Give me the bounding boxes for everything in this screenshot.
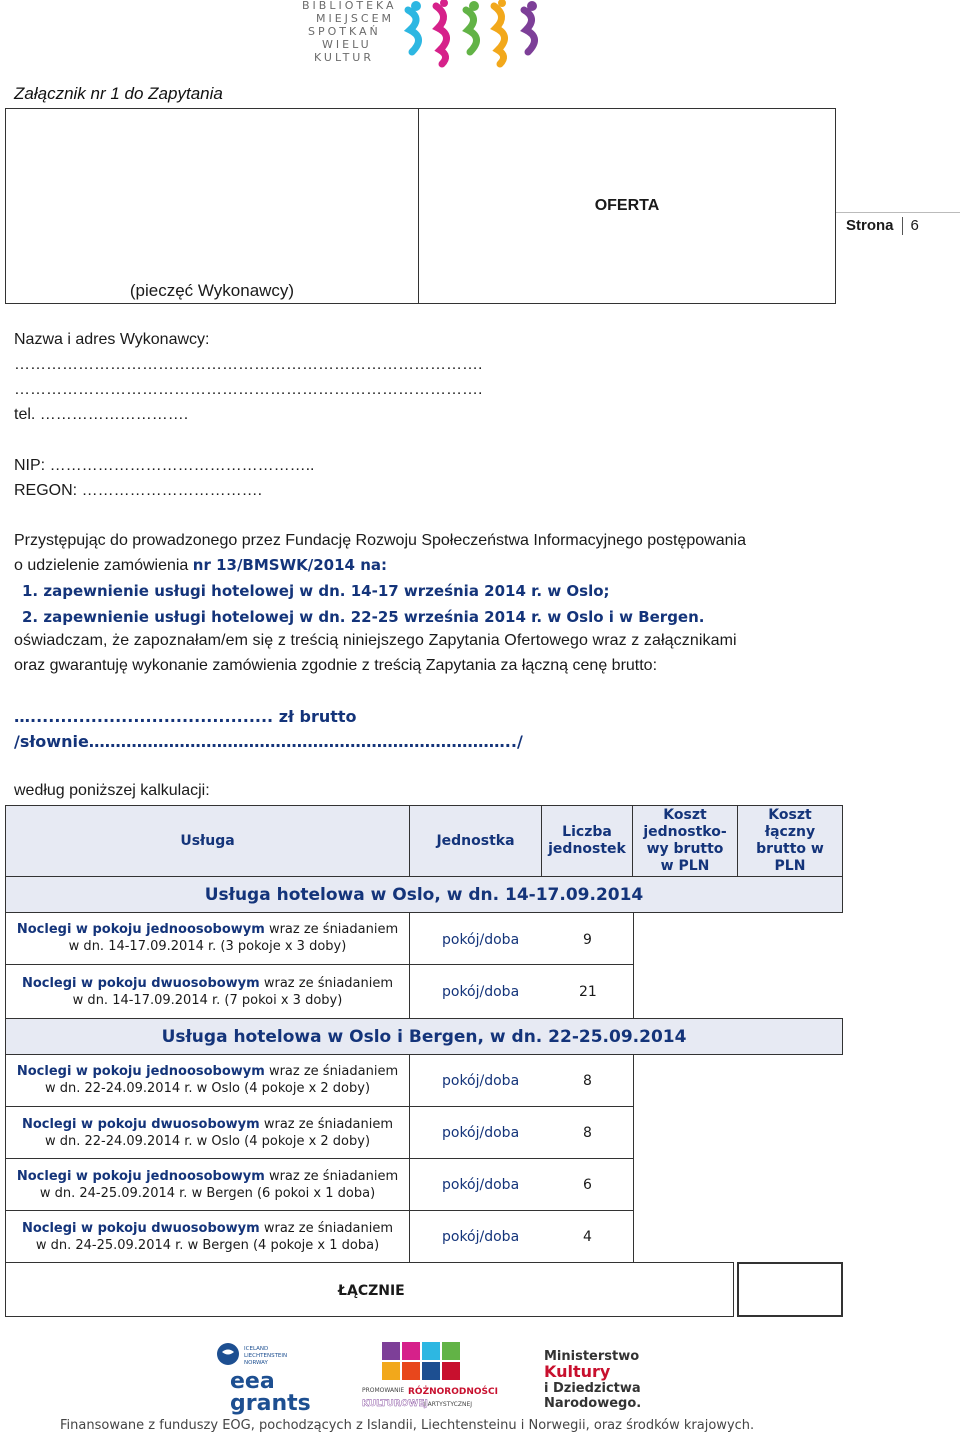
page-number [846,217,919,235]
svg-text:KULTUROWEJ: KULTUROWEJ [362,1399,428,1409]
row-unit: pokój/doba [442,932,520,948]
contractor-stamp-box [5,108,419,304]
row-qty: 4 [583,1229,592,1245]
price-words-line: /słownie……………………………………………………………………../ [14,732,523,751]
intro-line-2 [14,556,387,575]
table-row-unit-cell [409,1210,634,1263]
row-description: Noclegi w pokoju jednoosobowym wraz ze śniadaniem w dn. 24-25.09.2014 r. w Bergen (6 pokoi x 1 doba) [16,1169,399,1201]
page-marker-rule [836,212,960,213]
row-qty: 8 [583,1125,592,1141]
svg-text:NORWAY: NORWAY [244,1360,268,1366]
contractor-nip: NIP: ………………………………………….. [14,457,315,474]
declaration-line-1: oświadczam, że zapoznałam/em się z treścią niniejszego Zapytania Ofertowego wraz z załącznikami [14,632,737,649]
intro-line-2-prefix: o udzielenie zamówienia [14,557,193,574]
logo-line-2: MIEJSCEM [316,12,395,25]
svg-text:Narodowego.: Narodowego. [544,1396,642,1411]
svg-text:RÓŻNORODNOŚCI: RÓŻNORODNOŚCI [408,1387,498,1397]
order-number: nr 13/BMSWK/2014 na: [192,556,388,574]
contractor-name-dots-2: ……………………………………………………………………………. [14,381,483,398]
page-number-value: 6 [910,217,919,234]
header-total-cost: Koszt łączny brutto w PLN [737,805,843,877]
table-row-unit-cell [409,1106,634,1159]
svg-text:eea: eea [230,1369,275,1394]
svg-text:grants: grants [230,1391,311,1416]
total-row [5,1262,734,1317]
row-unit: pokój/doba [442,1177,520,1193]
row-qty: 8 [583,1073,592,1089]
declaration-line-2: oraz gwarantuję wykonanie zamówienia zgodnie z treścią Zapytania za łączną cenę brutto: [14,657,658,674]
funding-note: Finansowane z funduszy EOG, pochodzących z Islandii, Liechtensteinu i Norwegii, oraz środków krajowych. [60,1418,755,1433]
intro-line-1: Przystępując do prowadzonego przez Fundację Rozwoju Społeczeństwa Informacyjnego postępowania [14,532,746,549]
table-row [5,1054,410,1107]
page-separator [902,217,903,235]
section-oslo: Usługa hotelowa w Oslo, w dn. 14-17.09.2014 [5,876,843,913]
page-label: Strona [846,217,894,234]
table-row [5,1158,410,1211]
price-amount-line: …........................................ zł brutto [14,707,357,726]
header-unit: Jednostka [409,805,542,877]
header-service: Usługa [5,805,410,877]
row-unit: pokój/doba [442,1229,520,1245]
stamp-label: (pieczęć Wykonawcy) [129,281,295,300]
logo-line-3: SPOTKAŃ [308,25,381,38]
table-row-unit-cell [409,1054,634,1107]
table-row [5,1210,410,1263]
total-label: ŁĄCZNIE [338,1283,405,1299]
section-oslo-bergen: Usługa hotelowa w Oslo i Bergen, w dn. 22-25.09.2014 [5,1018,843,1055]
contractor-name-label: Nazwa i adres Wykonawcy: [14,331,210,348]
table-row-unit-cell [409,1158,634,1211]
row-qty: 21 [579,984,597,1000]
svg-text:I ARTYSTYCZNEJ: I ARTYSTYCZNEJ [424,1401,473,1408]
calculation-label: według poniższej kalkulacji: [14,782,210,799]
row-unit: pokój/doba [442,1073,520,1089]
svg-text:PROMOWANIE: PROMOWANIE [362,1387,405,1394]
order-item-1: 1. zapewnienie usługi hotelowej w dn. 14-17 września 2014 r. w Oslo; [22,582,610,600]
contractor-name-dots-1: ……………………………………………………………………………. [14,356,483,373]
svg-text:Ministerstwo: Ministerstwo [544,1349,640,1364]
logo-line-5: KULTUR [314,51,374,64]
row-description: Noclegi w pokoju jednoosobowym wraz ze śniadaniem w dn. 14-17.09.2014 r. (3 pokoje x 3 doby) [16,922,399,954]
row-description: Noclegi w pokoju dwuosobowym wraz ze śniadaniem w dn. 24-25.09.2014 r. w Bergen (4 pokoje x 1 doba) [21,1221,394,1253]
svg-text:i Dziedzictwa: i Dziedzictwa [544,1381,641,1396]
svg-text:ICELAND: ICELAND [244,1346,269,1352]
contractor-regon: REGON: ……………………………. [14,482,263,499]
logo-line-4: WIELU [322,38,372,51]
row-qty: 6 [583,1177,592,1193]
row-qty: 9 [583,932,592,948]
table-row [5,1106,410,1159]
row-description: Noclegi w pokoju dwuosobowym wraz ze śniadaniem w dn. 14-17.09.2014 r. (7 pokoi x 3 doby) [21,976,394,1008]
eea-grants-logo [214,1342,311,1416]
table-row-unit-cell [409,912,634,965]
contractor-tel: tel. ………………………. [14,406,189,423]
annex-title: Załącznik nr 1 do Zapytania [14,84,223,103]
row-unit: pokój/doba [442,1125,520,1141]
logo-line-1: BIBLIOTEKA [302,0,397,12]
total-value-cell[interactable] [737,1262,843,1317]
people-figures-icon [398,0,558,68]
cultural-diversity-logo [360,1342,498,1414]
table-row [5,964,410,1019]
header-count: Liczba jednostek [541,805,633,877]
row-description: Noclegi w pokoju dwuosobowym wraz ze śniadaniem w dn. 22-24.09.2014 r. w Oslo (4 pokoje x 2 doby) [21,1117,394,1149]
row-unit: pokój/doba [442,984,520,1000]
offer-title: OFERTA [594,197,660,214]
table-row [5,912,410,965]
svg-text:Kultury: Kultury [544,1362,611,1381]
order-item-2: 2. zapewnienie usługi hotelowej w dn. 22-25 września 2014 r. w Oslo i w Bergen. [22,608,705,626]
table-row-unit-cell [409,964,634,1019]
offer-box [419,108,836,304]
header-unit-cost: Koszt jednostko-wy brutto w PLN [632,805,738,877]
row-description: Noclegi w pokoju jednoosobowym wraz ze śniadaniem w dn. 22-24.09.2014 r. w Oslo (4 pokoje x 2 doby) [16,1064,399,1096]
library-logo [298,0,558,70]
ministry-logo [540,1346,660,1412]
svg-text:LIECHTENSTEIN: LIECHTENSTEIN [244,1353,288,1359]
